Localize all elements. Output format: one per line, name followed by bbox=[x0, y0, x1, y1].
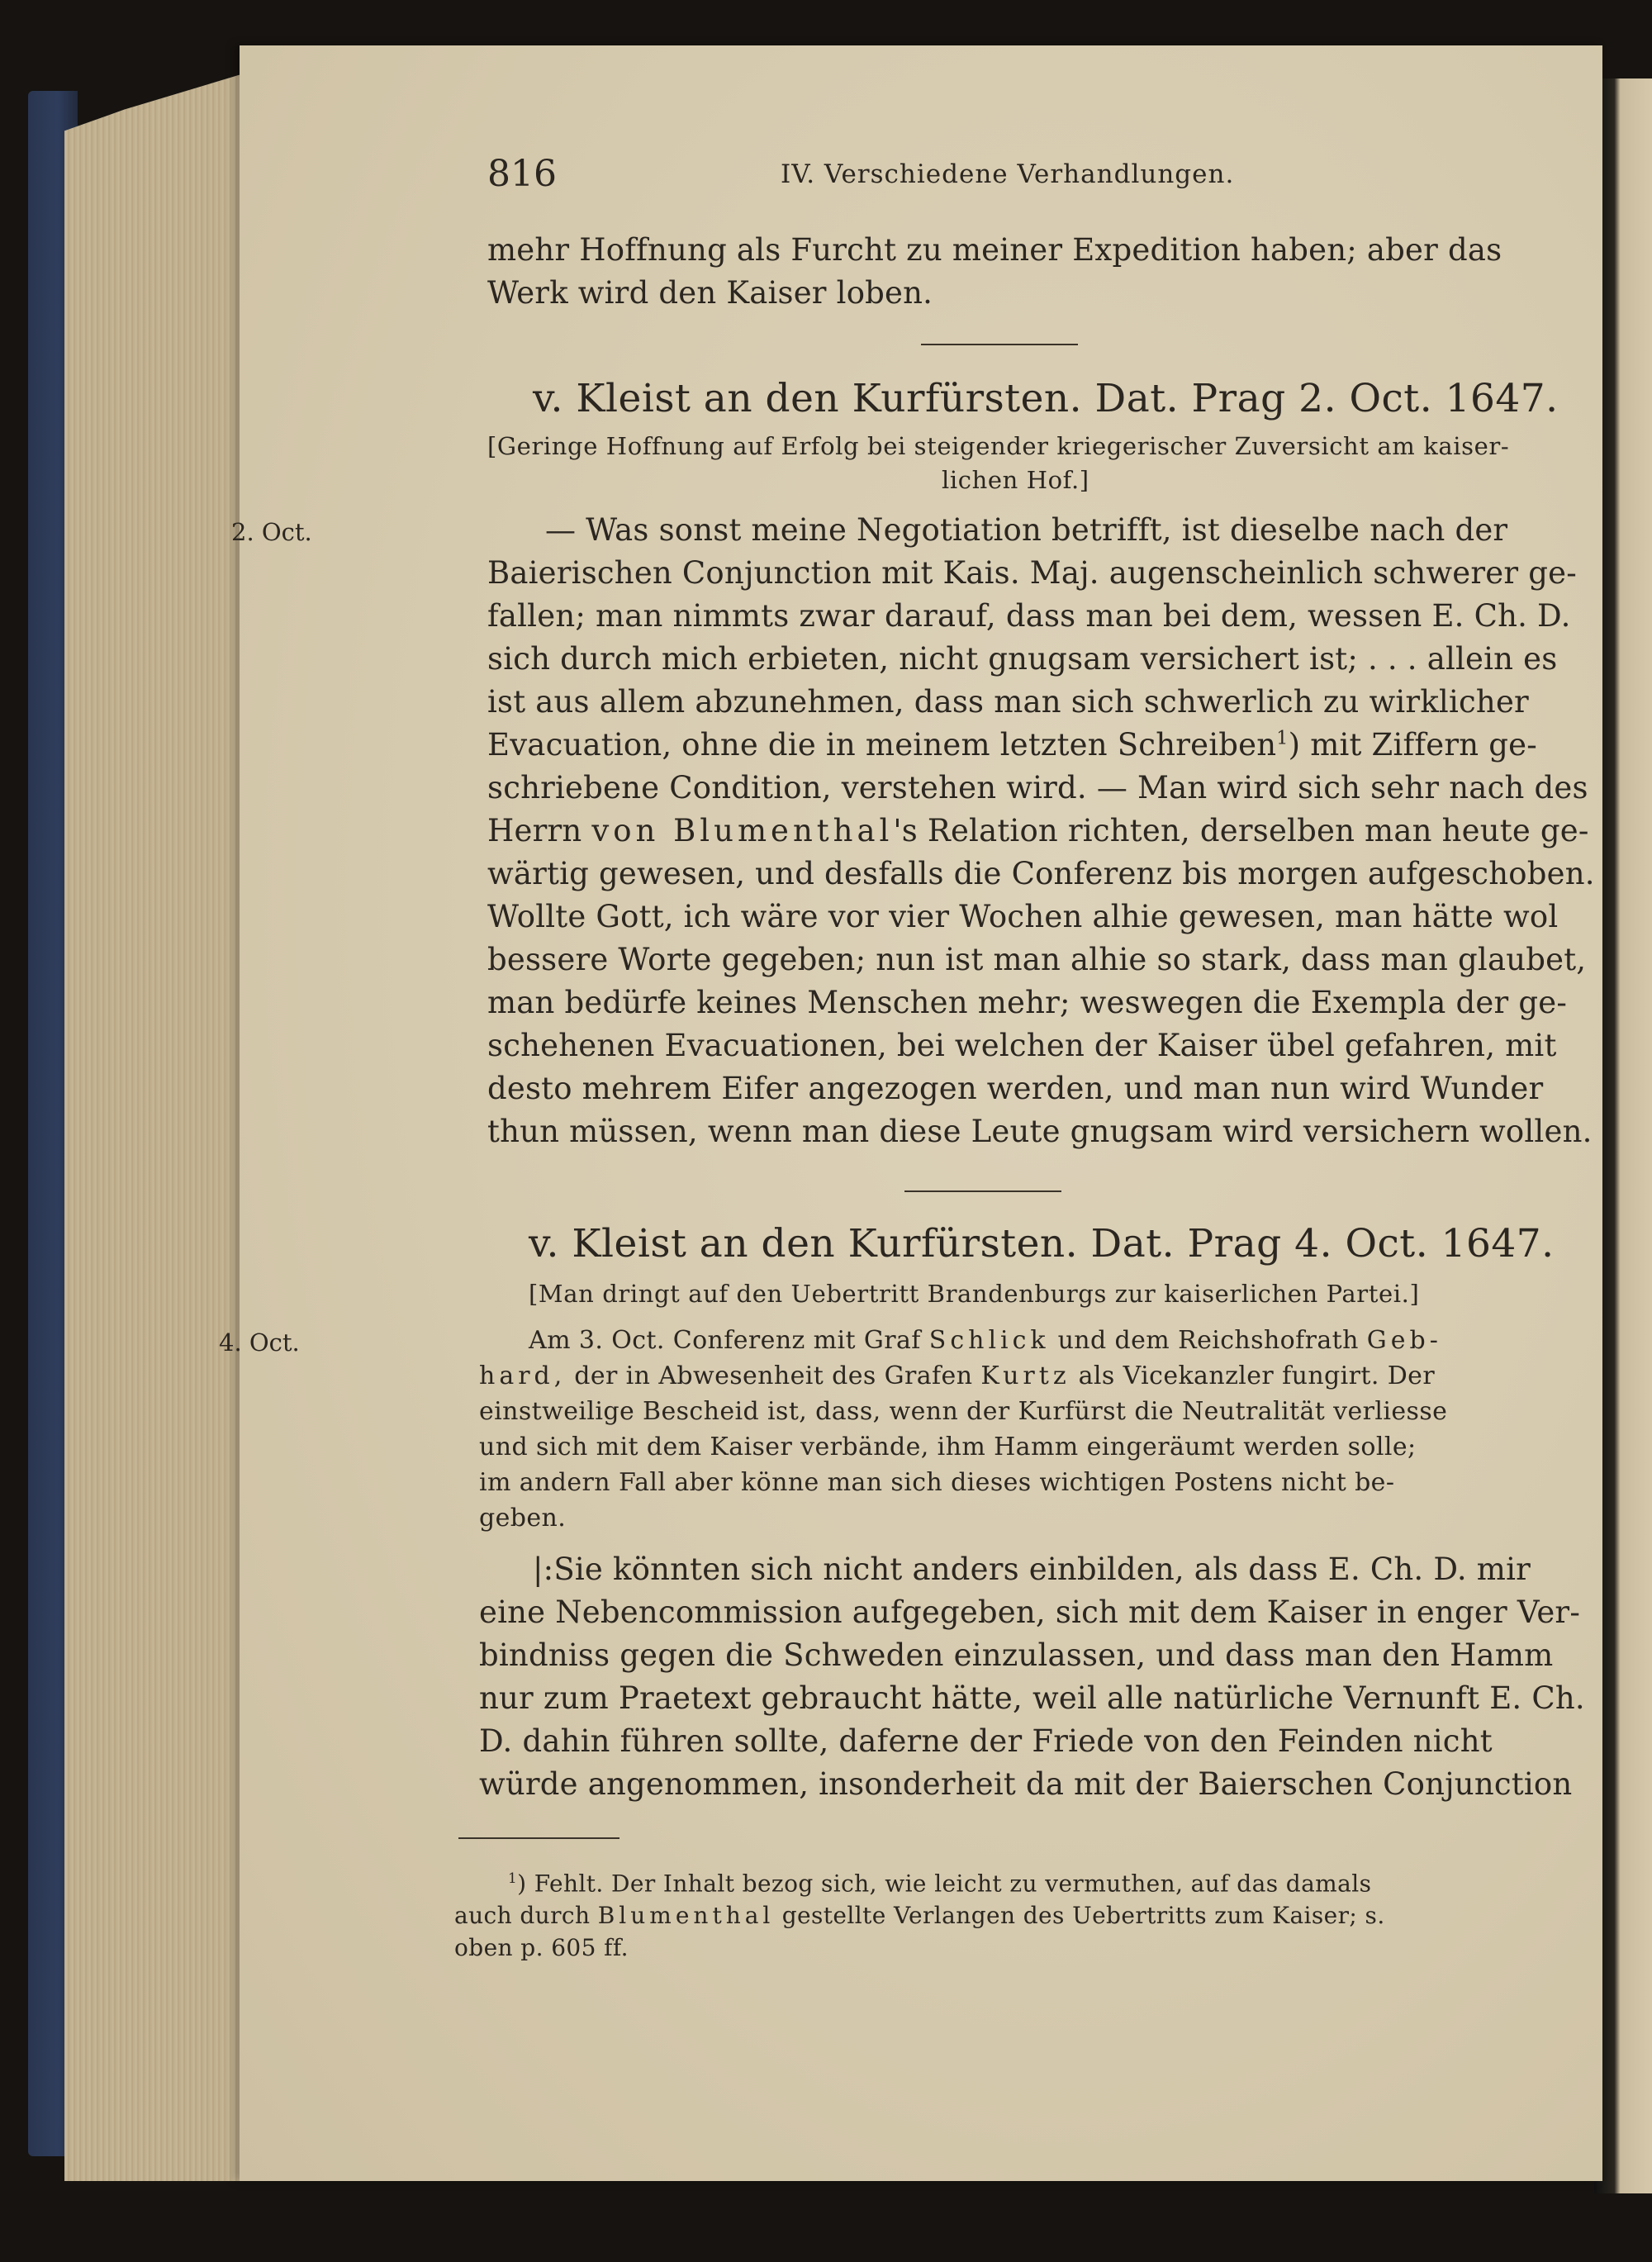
body-text: und dem Reichshofrath bbox=[1057, 1326, 1359, 1355]
person-name: hard, bbox=[479, 1361, 567, 1390]
body-line: D. dahin führen sollte, daferne der Friede von den Feinden nicht bbox=[479, 1723, 1493, 1759]
section-summary: [Man dringt auf den Uebertritt Brandenburgs zur kaiserlichen Partei.] bbox=[529, 1280, 1420, 1308]
intro-line: Werk wird den Kaiser loben. bbox=[487, 275, 933, 311]
body-line: schehenen Evacuationen, bei welchen der Kaiser übel gefahren, mit bbox=[487, 1028, 1557, 1063]
margin-date: 2. Oct. bbox=[231, 518, 312, 546]
body-line: eine Nebencommission aufgegeben, sich mit dem Kaiser in enger Ver- bbox=[479, 1594, 1581, 1630]
footnote-reference: 1 bbox=[1276, 727, 1289, 749]
summary-line: im andern Fall aber könne man sich dieses wichtigen Postens nicht be- bbox=[479, 1468, 1395, 1497]
summary-line bbox=[479, 1361, 1435, 1390]
section-summary: [Geringe Hoffnung auf Erfolg bei steigender kriegerischer Zuversicht am kaiser- bbox=[487, 432, 1510, 460]
body-text: der in Abwesenheit des Grafen bbox=[574, 1361, 973, 1390]
body-line: man bedürfe keines Menschen mehr; weswegen die Exempla der ge- bbox=[487, 985, 1568, 1020]
summary-line bbox=[529, 1326, 1442, 1355]
body-line bbox=[487, 727, 1537, 763]
body-text: ) mit Ziffern ge- bbox=[1288, 727, 1537, 763]
body-text: Evacuation, ohne die in meinem letzten Schreiben bbox=[487, 727, 1277, 763]
intro-line: mehr Hoffnung als Furcht zu meiner Expedition haben; aber das bbox=[487, 232, 1502, 268]
page-number: 816 bbox=[487, 153, 557, 195]
section-divider bbox=[904, 1190, 1061, 1192]
body-line: schriebene Condition, verstehen wird. — Man wird sich sehr nach des bbox=[487, 770, 1588, 805]
body-line: wärtig gewesen, und desfalls die Conferenz bis morgen aufgeschoben. bbox=[487, 856, 1595, 891]
body-text: als Vicekanzler fungirt. Der bbox=[1078, 1361, 1436, 1390]
running-title: IV. Verschiedene Verhandlungen. bbox=[781, 159, 1235, 189]
footnote-marker: 1 bbox=[508, 1870, 518, 1886]
person-name: Blumenthal bbox=[597, 1902, 775, 1929]
body-line: thun müssen, wenn man diese Leute gnugsam wird versichern wollen. bbox=[487, 1114, 1593, 1149]
body-line: bindniss gegen die Schweden einzulassen, und dass man den Hamm bbox=[479, 1637, 1554, 1673]
person-name: Kurtz bbox=[980, 1361, 1070, 1390]
body-line: — Was sonst meine Negotiation betrifft, ist dieselbe nach der bbox=[545, 512, 1508, 548]
person-name: Schlick bbox=[928, 1326, 1050, 1355]
body-line: ist aus allem abzunehmen, dass man sich schwerlich zu wirklicher bbox=[487, 684, 1529, 720]
footnote-rule bbox=[458, 1837, 620, 1839]
body-line: Baierischen Conjunction mit Kais. Maj. augenscheinlich schwerer ge- bbox=[487, 555, 1577, 591]
section-heading: v. Kleist an den Kurfürsten. Dat. Prag 4. Oct. 1647. bbox=[529, 1221, 1555, 1266]
summary-line: und sich mit dem Kaiser verbände, ihm Hamm eingeräumt werden solle; bbox=[479, 1433, 1417, 1461]
summary-line: geben. bbox=[479, 1504, 567, 1533]
summary-line: einstweilige Bescheid ist, dass, wenn der Kurfürst die Neutralität verliesse bbox=[479, 1397, 1448, 1426]
person-name: Geb- bbox=[1366, 1326, 1442, 1355]
section-divider bbox=[921, 344, 1078, 345]
person-name: von Blumenthal bbox=[591, 813, 894, 848]
body-line: desto mehrem Eifer angezogen werden, und man nun wird Wunder bbox=[487, 1071, 1544, 1106]
body-line: fallen; man nimmts zwar darauf, dass man bei dem, wessen E. Ch. D. bbox=[487, 598, 1571, 634]
footnote-line: oben p. 605 ff. bbox=[454, 1934, 629, 1961]
body-text: 's Relation richten, derselben man heute ge- bbox=[893, 813, 1589, 848]
body-text: Herrn bbox=[487, 813, 582, 848]
margin-date: 4. Oct. bbox=[219, 1328, 300, 1357]
body-line: Wollte Gott, ich wäre vor vier Wochen alhie gewesen, man hätte wol bbox=[487, 899, 1559, 934]
footnote-line bbox=[508, 1870, 1371, 1897]
body-line: bessere Worte gegeben; nun ist man alhie so stark, dass man glaubet, bbox=[487, 942, 1587, 977]
body-text: Am 3. Oct. Conferenz mit Graf bbox=[529, 1326, 921, 1355]
footnote-text: auch durch bbox=[454, 1902, 591, 1929]
book-page bbox=[219, 45, 1602, 2181]
facing-page-edge bbox=[1594, 78, 1652, 2193]
footnote-text: ) Fehlt. Der Inhalt bezog sich, wie leicht zu vermuthen, auf das damals bbox=[517, 1870, 1372, 1898]
body-line bbox=[487, 813, 1589, 848]
body-line: |:Sie könnten sich nicht anders einbilden, als dass E. Ch. D. mir bbox=[533, 1552, 1531, 1587]
body-line: nur zum Praetext gebraucht hätte, weil alle natürliche Vernunft E. Ch. bbox=[479, 1680, 1585, 1716]
footnote-text: gestellte Verlangen des Uebertritts zum Kaiser; s. bbox=[781, 1902, 1385, 1929]
footnote-line bbox=[454, 1902, 1385, 1929]
section-heading: v. Kleist an den Kurfürsten. Dat. Prag 2. Oct. 1647. bbox=[533, 376, 1559, 421]
section-summary: lichen Hof.] bbox=[942, 466, 1089, 494]
body-line: sich durch mich erbieten, nicht gnugsam versichert ist; . . . allein es bbox=[487, 641, 1558, 677]
body-line: würde angenommen, insonderheit da mit der Baierschen Conjunction bbox=[479, 1766, 1573, 1802]
